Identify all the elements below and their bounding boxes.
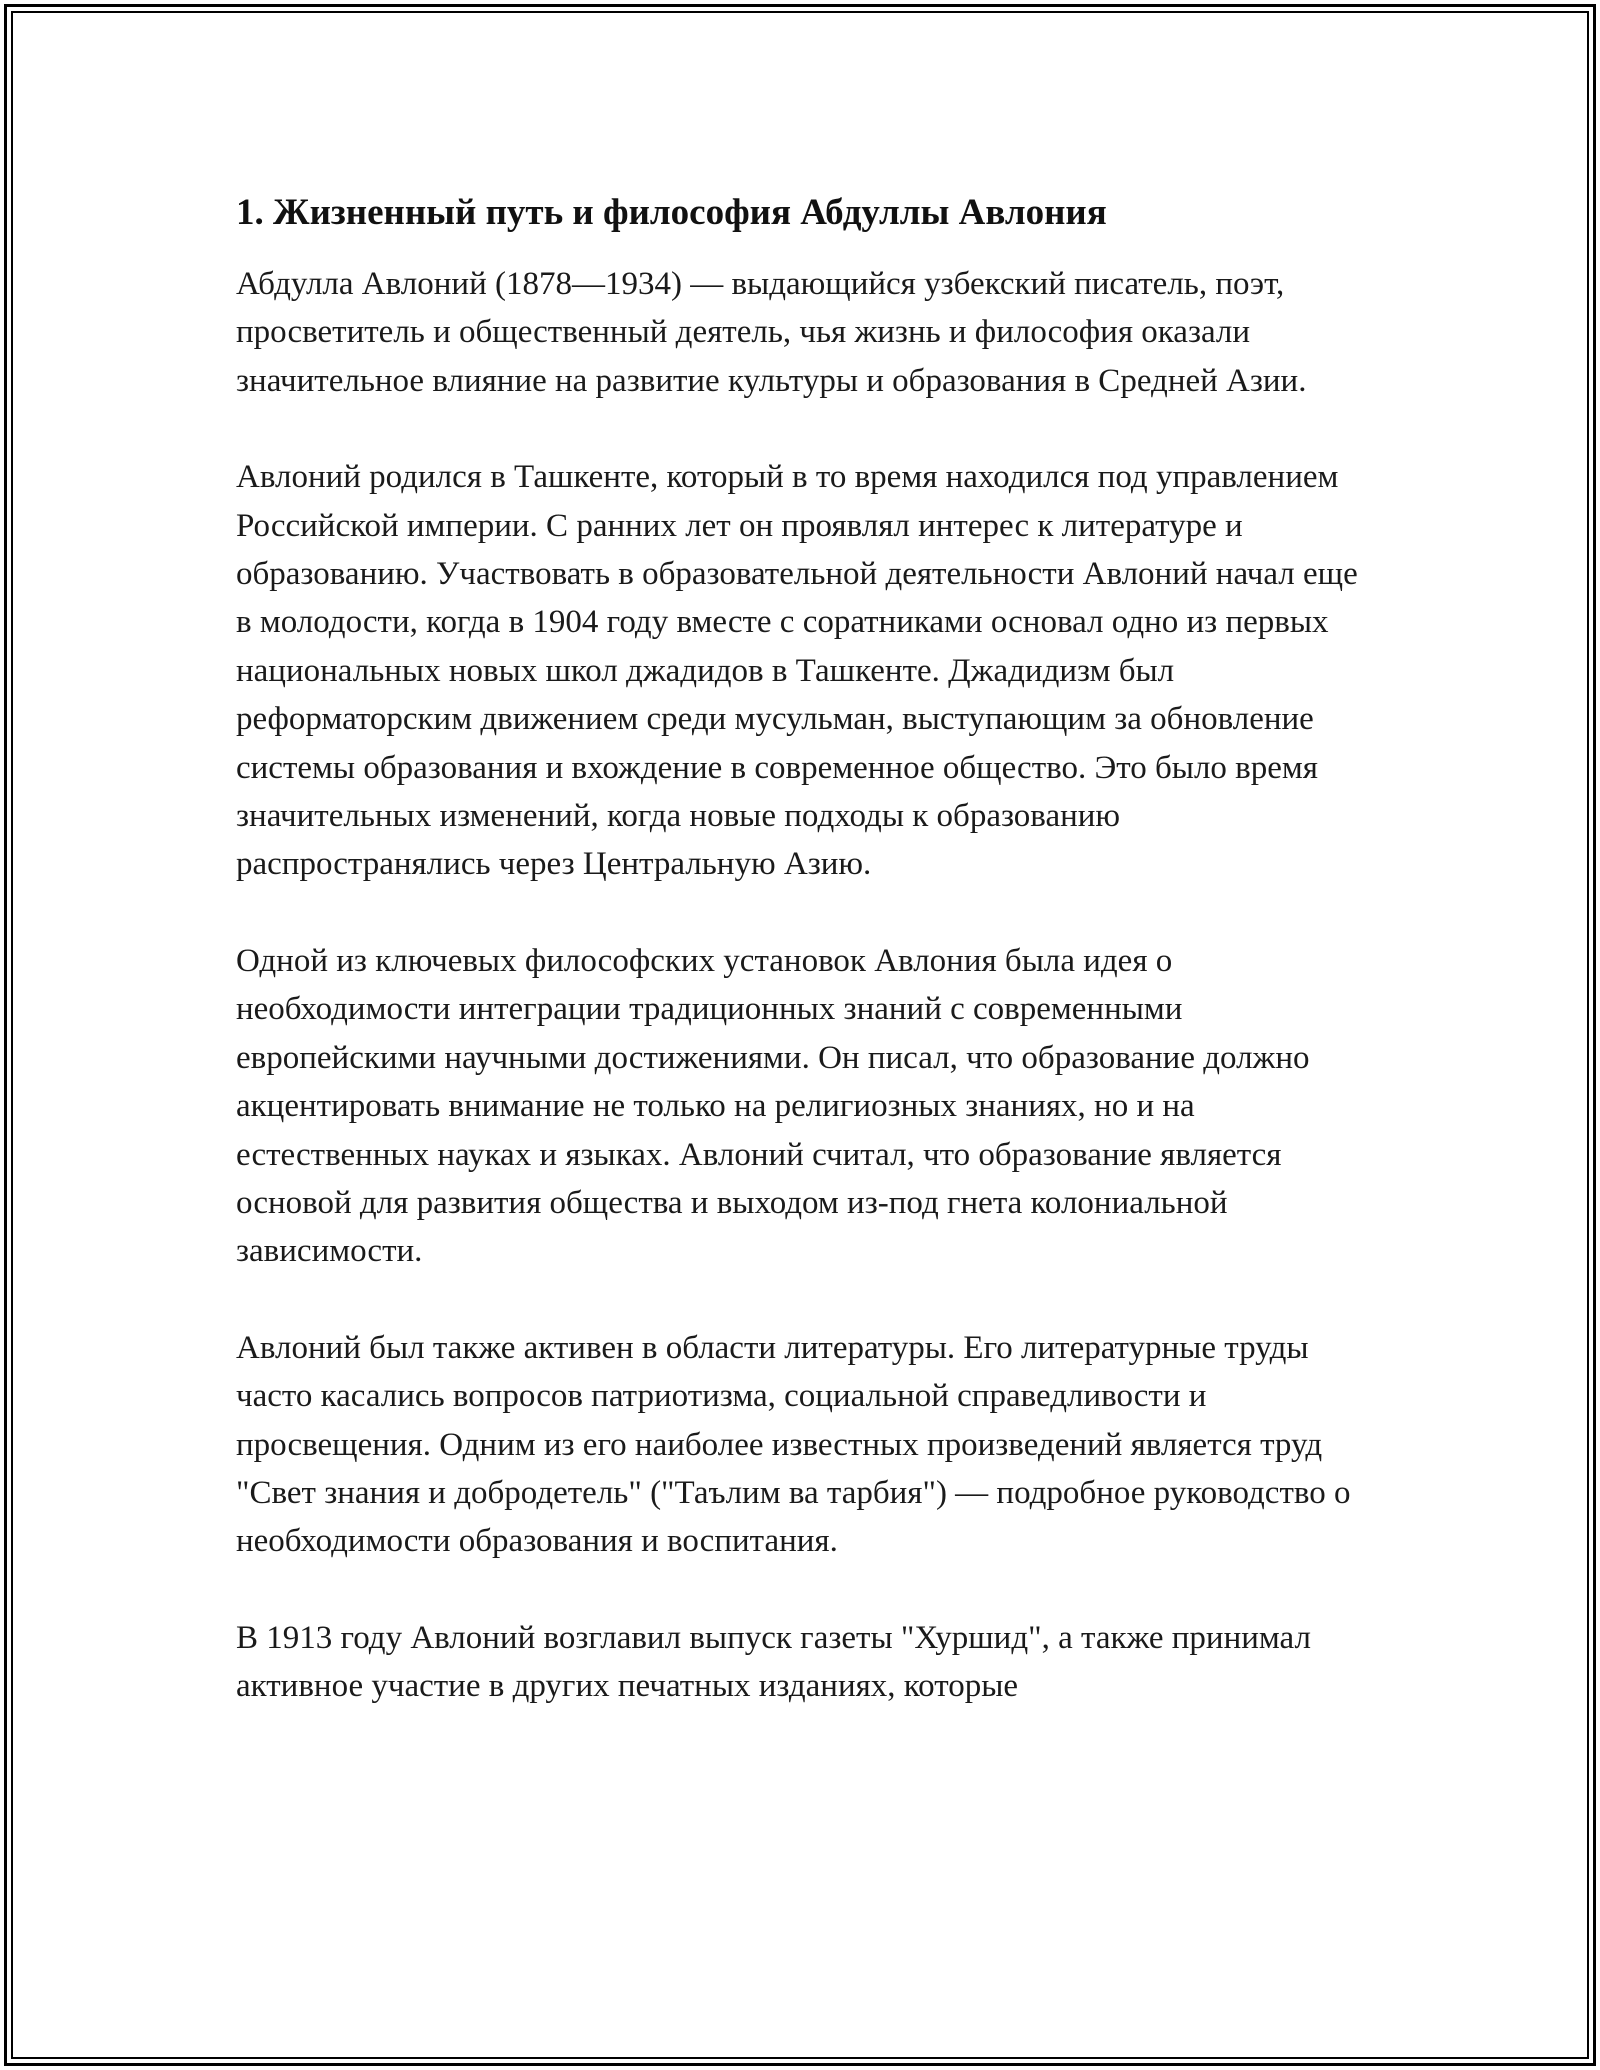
paragraph-newspaper: В 1913 году Авлоний возглавил выпуск газеты "Хуршид", а также принимал активное участие в других печатных изданиях, которые — [236, 1619, 1311, 1705]
paragraph-philosophy: Одной из ключевых философских установок Авлония была идея о необходимости интеграции традиционных знаний с современными европейскими научными достижениями. Он писал, что образование должно акцентировать внимание не только на религиозных знаниях, но и на естественных науках и языках. Авлоний считал, что образование является основой для развития общества и выходом из-под гнета колониальной зависимости. — [236, 942, 1310, 1270]
document-body — [236, 186, 1366, 1759]
paragraph-biography: Авлоний родился в Ташкенте, который в то время находился под управлением Российской империи. С ранних лет он проявлял интерес к литературе и образованию. Участвовать в образовательной деятельности Авлоний начал еще в молодости, когда в 1904 году вместе с соратниками основал одно из первых национальных новых школ джадидов в Ташкенте. Джадидизм был реформаторским движением среди мусульман, выступающим за обновление системы образования и вхождение в современное общество. Это было время значительных изменений, когда новые подходы к образованию распространялись через Центральную Азию. — [236, 459, 1358, 883]
section-heading: 1. Жизненный путь и философия Абдуллы Авлония — [236, 192, 1107, 233]
paragraph-literature: Авлоний был также активен в области литературы. Его литературные труды часто касались вопросов патриотизма, социальной справедливости и просвещения. Одним из его наиболее известных произведений является труд "Свет знания и добродетель" ("Таълим ва тарбия") — подробное руководство о необходимости образования и воспитания. — [236, 1329, 1351, 1560]
paragraph-intro: Абдулла Авлоний (1878—1934) — выдающийся узбекский писатель, поэт, просветитель и общественный деятель, чья жизнь и философия оказали значительное влияние на развитие культуры и образования в Средней Азии. — [236, 266, 1307, 399]
